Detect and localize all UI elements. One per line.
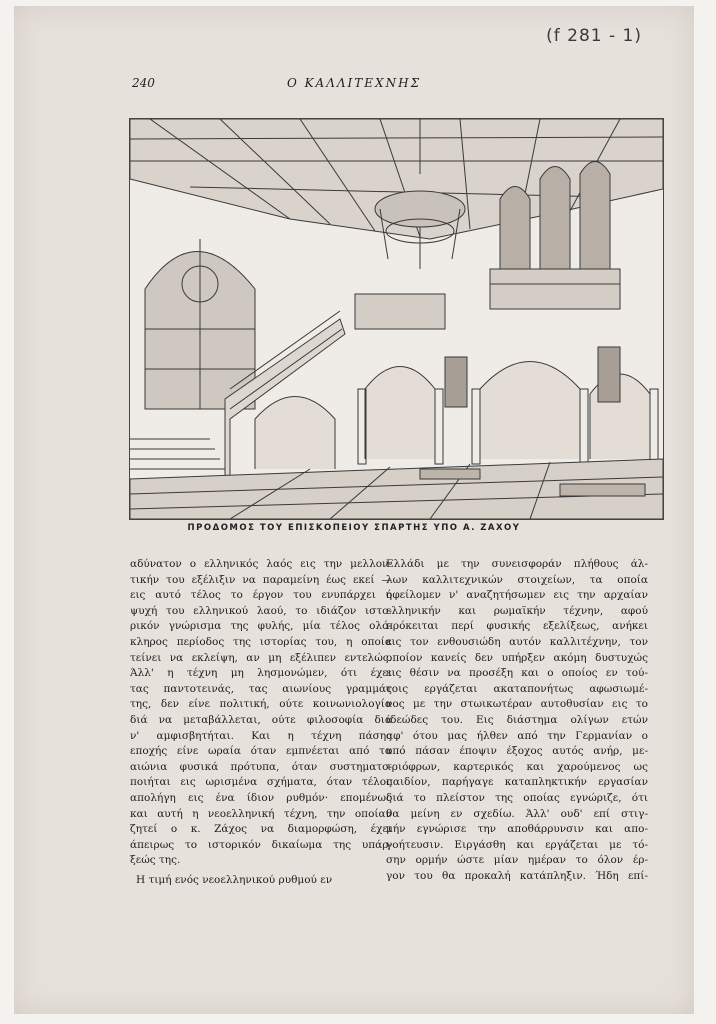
text-line: εις τον ενθουσιώδη αυτόν καλλιτέχνην, τον	[386, 635, 648, 648]
text-line: Άλλ' η τέχνη μη λησμονώμεν, ότι έχει	[130, 667, 392, 680]
text-line: αδύνατον ο ελληνικός λαός εις την μελλον-	[130, 558, 392, 570]
text-line: γον του θα προκαλή κατάπληξιν. Ήδη επί-	[386, 869, 648, 882]
arch-center	[365, 367, 435, 460]
text-line: μήν εγνώρισε την αποθάρρυνσιν και απο-	[386, 823, 648, 836]
scanned-page	[14, 6, 694, 1014]
text-line: ποιήται εις ωρισμένα σχήματα, όταν τέλος	[130, 776, 392, 789]
text-line: λων καλλιτεχνικών στοιχείων, τα οποία	[386, 573, 648, 586]
text-line: οποίον κανείς δεν υπήρξεν ακόμη δυστυχώς	[386, 651, 648, 664]
text-line: και αυτή η νεοελληνική τέχνη, την οποίαν	[130, 807, 392, 820]
text-line: ζητεί ο κ. Ζάχος να διαμορφώση, έχει	[130, 823, 392, 836]
wall-icon-right	[598, 347, 620, 402]
text-column-right	[386, 557, 648, 884]
text-line: πρόκειται περί φυσικής εξελίξεως, ανήκει	[386, 620, 648, 633]
paragraph-start: Η τιμή ενός νεοελληνικού ρυθμού εν	[136, 873, 333, 886]
text-line: υπό πάσαν έποψιν έξοχος αυτός ανήρ, με-	[386, 745, 648, 758]
text-line: τριόφρων, καρτερικός και χαρούμενος ως	[386, 760, 648, 773]
text-line: της, δεν είνε πολιτική, ούτε κοινωνιολογία	[130, 698, 392, 711]
text-line: άπειρως το ιστορικόν δικαίωμα της υπάρ-	[130, 838, 392, 851]
text-line: ιδεώδες του. Εις διάστημα ολίγων ετών	[386, 713, 648, 726]
reference-mark: (f 281 - 1)	[546, 26, 642, 46]
upper-arch	[500, 187, 530, 280]
text-line: Ελλάδι με την συνεισφοράν πλήθους άλ-	[386, 558, 648, 570]
bench	[420, 469, 480, 479]
arch-right	[480, 362, 580, 460]
text-line: παιδίον, παρήγαγε καταπληκτικήν εργασίαν	[386, 776, 648, 789]
text-line: αφ' ότου μας ήλθεν από την Γερμανίαν ο	[386, 729, 648, 742]
text-line: διά το πλείστον της οποίας εγνώριζε, ότι	[386, 791, 648, 804]
text-line: απολήγη εις ένα ίδιον ρυθμόν· επομένως	[130, 791, 392, 804]
text-line: εις αυτό τέλος το έργον του ενυπάρχει ή	[130, 589, 392, 602]
text-column-left	[130, 557, 392, 888]
text-line: ξεώς της.	[130, 854, 181, 867]
figure-caption: ΠΡΟΔΟΜΟΣ ΤΟΥ ΕΠΙΣΚΟΠΕΙΟΥ ΣΠΑΡΤΗΣ ΥΠΟ Α. ΖΑΧΟΥ	[187, 523, 521, 533]
text-line: κληρος περίοδος της ιστορίας του, η οποία	[130, 635, 392, 648]
balcony	[490, 269, 620, 309]
text-line: τείνει να εκλείψη, αν μη εξέλιπεν εντελώς.	[130, 651, 392, 664]
text-line: τικήν του εξέλιξιν να παραμείνη έως εκεί —	[130, 573, 392, 586]
text-line: αιώνια φυσικά πρότυπα, όταν συστηματο-	[130, 760, 392, 773]
text-line: νος με την στωικωτέραν αυτοθυσίαν εις το	[386, 698, 648, 711]
text-line: ελληνικήν και ρωμαϊκήν τέχνην, αφού	[386, 604, 648, 617]
running-title: Ο ΚΑΛΛΙΤΕΧΝΗΣ	[286, 76, 422, 90]
text-line: τοις εργάζεται ακαταπονήτως αφωσιωμέ-	[386, 682, 648, 695]
text-line: τας παντοτεινάς, τας αιωνίους γραμμάς	[130, 682, 392, 695]
text-line: διά να μεταβάλλεται, ούτε φιλοσοφία διά	[130, 713, 392, 726]
text-line: ρικόν γνώρισμα της φυλής, μία τέλος ολό-	[130, 620, 392, 633]
text-line: θα μείνη εν σχεδίω. Άλλ' ουδ' επί στιγ-	[386, 807, 648, 820]
text-line: σην ορμήν ώστε μίαν ημέραν το όλον έρ-	[386, 854, 648, 867]
text-line: ν' αμφισβητήται. Και η τέχνη πάσης	[130, 729, 392, 742]
text-line: εις θέσιν να προσέξη και ο οποίος εν τού-	[386, 667, 648, 680]
text-line: γοήτευσιν. Ειργάσθη και εργάζεται με τό-	[386, 838, 648, 851]
chandelier	[375, 191, 465, 227]
wall-icon-left	[445, 357, 467, 407]
text-line: ψυχή του ελληνικού λαού, το ιδιάζον ιστο-	[130, 604, 392, 617]
hall-illustration	[130, 119, 663, 519]
architectural-drawing	[129, 118, 664, 520]
text-line: οφείλομεν ν' αναζητήσωμεν εις την αρχαίαν	[386, 589, 648, 602]
page-number: 240	[132, 76, 155, 90]
arch-left	[255, 397, 335, 470]
text-line: εποχής είνε ωραία όταν εμπνέεται από τα	[130, 745, 392, 758]
